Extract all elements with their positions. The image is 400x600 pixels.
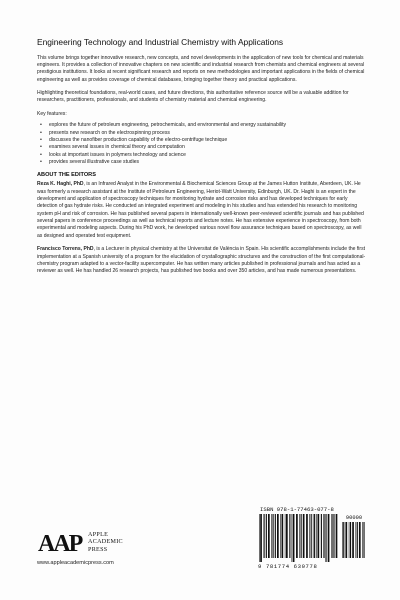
barcode-bar [356, 522, 357, 558]
barcode-bar [324, 514, 325, 558]
key-feature-item: • examines several issues in chemical theory and computation [37, 144, 367, 151]
editor-name: Reza K. Haghi, PhD [37, 181, 84, 188]
barcode-bar [271, 514, 272, 558]
ean-left-digits: 781774 [265, 563, 290, 570]
barcode-bar [323, 514, 324, 558]
publisher-logo [37, 530, 177, 556]
barcode-bar [342, 522, 343, 558]
barcode-bar [299, 514, 300, 558]
barcode-bar [336, 514, 338, 558]
cover-text [37, 38, 367, 282]
barcode-bar [293, 514, 295, 562]
barcode-bar [352, 522, 354, 558]
ean-first-digit: 9 [258, 563, 262, 570]
barcode-bar [325, 514, 326, 562]
barcode-bar [296, 514, 298, 558]
barcode-bar [282, 514, 284, 558]
publisher-name-line: PRESS [88, 546, 108, 553]
barcode-bar [318, 514, 320, 558]
barcode-bar [345, 522, 347, 558]
barcode-bar [328, 514, 330, 562]
barcode-bar [286, 514, 288, 558]
barcode-bar [289, 514, 290, 558]
aap-logo-icon [37, 530, 85, 556]
addon-barcode-icon [341, 522, 367, 562]
publisher-block [37, 530, 177, 580]
barcode-bar [321, 514, 322, 558]
barcode-bar [266, 514, 267, 558]
about-editors-heading: ABOUT THE EDITORS [37, 172, 96, 179]
barcode-bar [316, 514, 317, 558]
ean-barcode-icon [258, 514, 338, 562]
barcode-bar [259, 514, 260, 562]
barcode-bar [306, 514, 308, 558]
isbn-number: ISBN 978-1-77463-077-8 [260, 506, 334, 513]
barcode-bar [275, 514, 276, 558]
barcode-bar [357, 522, 358, 558]
barcode-bar [264, 514, 265, 558]
editor-bio [37, 181, 367, 240]
addon-barcode [341, 515, 367, 562]
barcode-bar [285, 514, 286, 558]
barcode-bar [314, 514, 315, 558]
key-feature-item: • discusses the nanofiber production capability of the electro-centrifuge technique [37, 137, 367, 144]
barcode-bar [331, 514, 332, 558]
key-feature-item: • provides several illustrative case studies [37, 159, 367, 166]
book-highlight: Highlighting theoretical foundations, real-world cases, and future directions, this authoritative reference source will be a valuable addition for researchers, practitioners, professionals, and students of chemistry material and chemical engineering. [37, 90, 349, 104]
barcode-bar [280, 514, 281, 558]
barcode-bar [333, 514, 334, 558]
isbn-barcode [258, 506, 370, 574]
publisher-name [88, 532, 123, 554]
barcode-bar [362, 522, 363, 558]
logo-mark: AAP [38, 531, 82, 556]
editor-bio-text: , is a Lecturer in physical chemistry at the Universitat de València in Spain. His scientific accomplishments include the first implementation at a Spanish university of a program for the elucidation of crystallographic structures and the construction of the first computational-chemistry program adapted to a vector-facility supercomputer. He has written many articles published in professional journals and has acted as a reviewer as well. He has handled 26 research projects, has published two books and over 350 articles, and has made numerous presentations. [37, 246, 366, 275]
barcode-bar [273, 514, 274, 558]
editor-bio-text: , is an Infrared Analyst in the Environmental & Biochemical Sciences Group at the James Hutton Institute, Aberdeen, UK. He was formerly a research assistant at the Institute of Petroleum Engineering, Heriot-Watt University, Edinburgh, UK. Dr. Haghi is an expert in the development and application of spectroscopy techniques for monitoring hydrate and corrosion risks and has developed techniques for early detection of gas hydrate risks. He conducted an integrated experiment and modeling in his studies and has extended his research to monitoring system pH and risk of corrosion. He has published several papers in internationally well-known peer-reviewed scientific journals and has published several papers in conference proceedings as well as technical reports and lecture notes. He has extensive experience in spectroscopy, from both experimental and modeling aspects. During his PhD work, he developed various novel flow assurance techniques based on spectroscopy, as well as designed and operated test equipment. [37, 181, 364, 239]
barcode-bars [258, 514, 370, 562]
barcode-bar [343, 522, 344, 558]
barcode-bar [332, 514, 333, 558]
book-intro: This volume brings together innovative research, new concepts, and novel developments in the application of new tools for chemical and materials engineers. It provides a collection of innovative chapters on new scientific and industrial research from chemists and chemical engineers at several prestigious institutions. It looks at recent significant research and reports on new methodologies and important applications in the fields of chemical engineering as well as provides coverage of chemical databases, bringing together theory and practical applications. [37, 54, 365, 83]
publisher-name-line: APPLE [88, 532, 109, 539]
barcode-bar [363, 522, 364, 558]
key-feature-item: • explores the future of petroleum engineering, petrochemicals, and environmental and energy sustainability [37, 122, 367, 129]
barcode-bar [292, 514, 293, 562]
key-feature-item: • presents new research on the electrospinning process [37, 130, 367, 137]
ean-right-digits: 630778 [293, 563, 318, 570]
publisher-url: www.appleacademicpress.com [37, 560, 114, 566]
editor-name: Francisco Torrens, PhD [37, 246, 94, 253]
barcode-bar [309, 514, 310, 558]
key-features-label: Key features: [37, 110, 67, 117]
addon-number: 90000 [345, 515, 363, 521]
barcode-bar [303, 514, 305, 558]
barcode-bar [313, 514, 314, 558]
barcode-bar [277, 514, 279, 558]
barcode-bar [311, 514, 312, 558]
barcode-bar [268, 514, 270, 558]
barcode-bar [301, 514, 302, 558]
barcode-bar [350, 522, 351, 558]
barcode-bar [349, 522, 350, 558]
publisher-name-line: ACADEMIC [88, 539, 123, 546]
key-features-list [37, 122, 367, 166]
ean-digits [258, 563, 370, 571]
editor-bio [37, 246, 367, 275]
key-feature-item: • looks at important issues in polymers technology and science [37, 152, 367, 159]
barcode-bar [359, 522, 361, 558]
barcode-bar [260, 514, 262, 562]
book-title: Engineering Technology and Industrial Chemistry with Applications [37, 37, 284, 47]
